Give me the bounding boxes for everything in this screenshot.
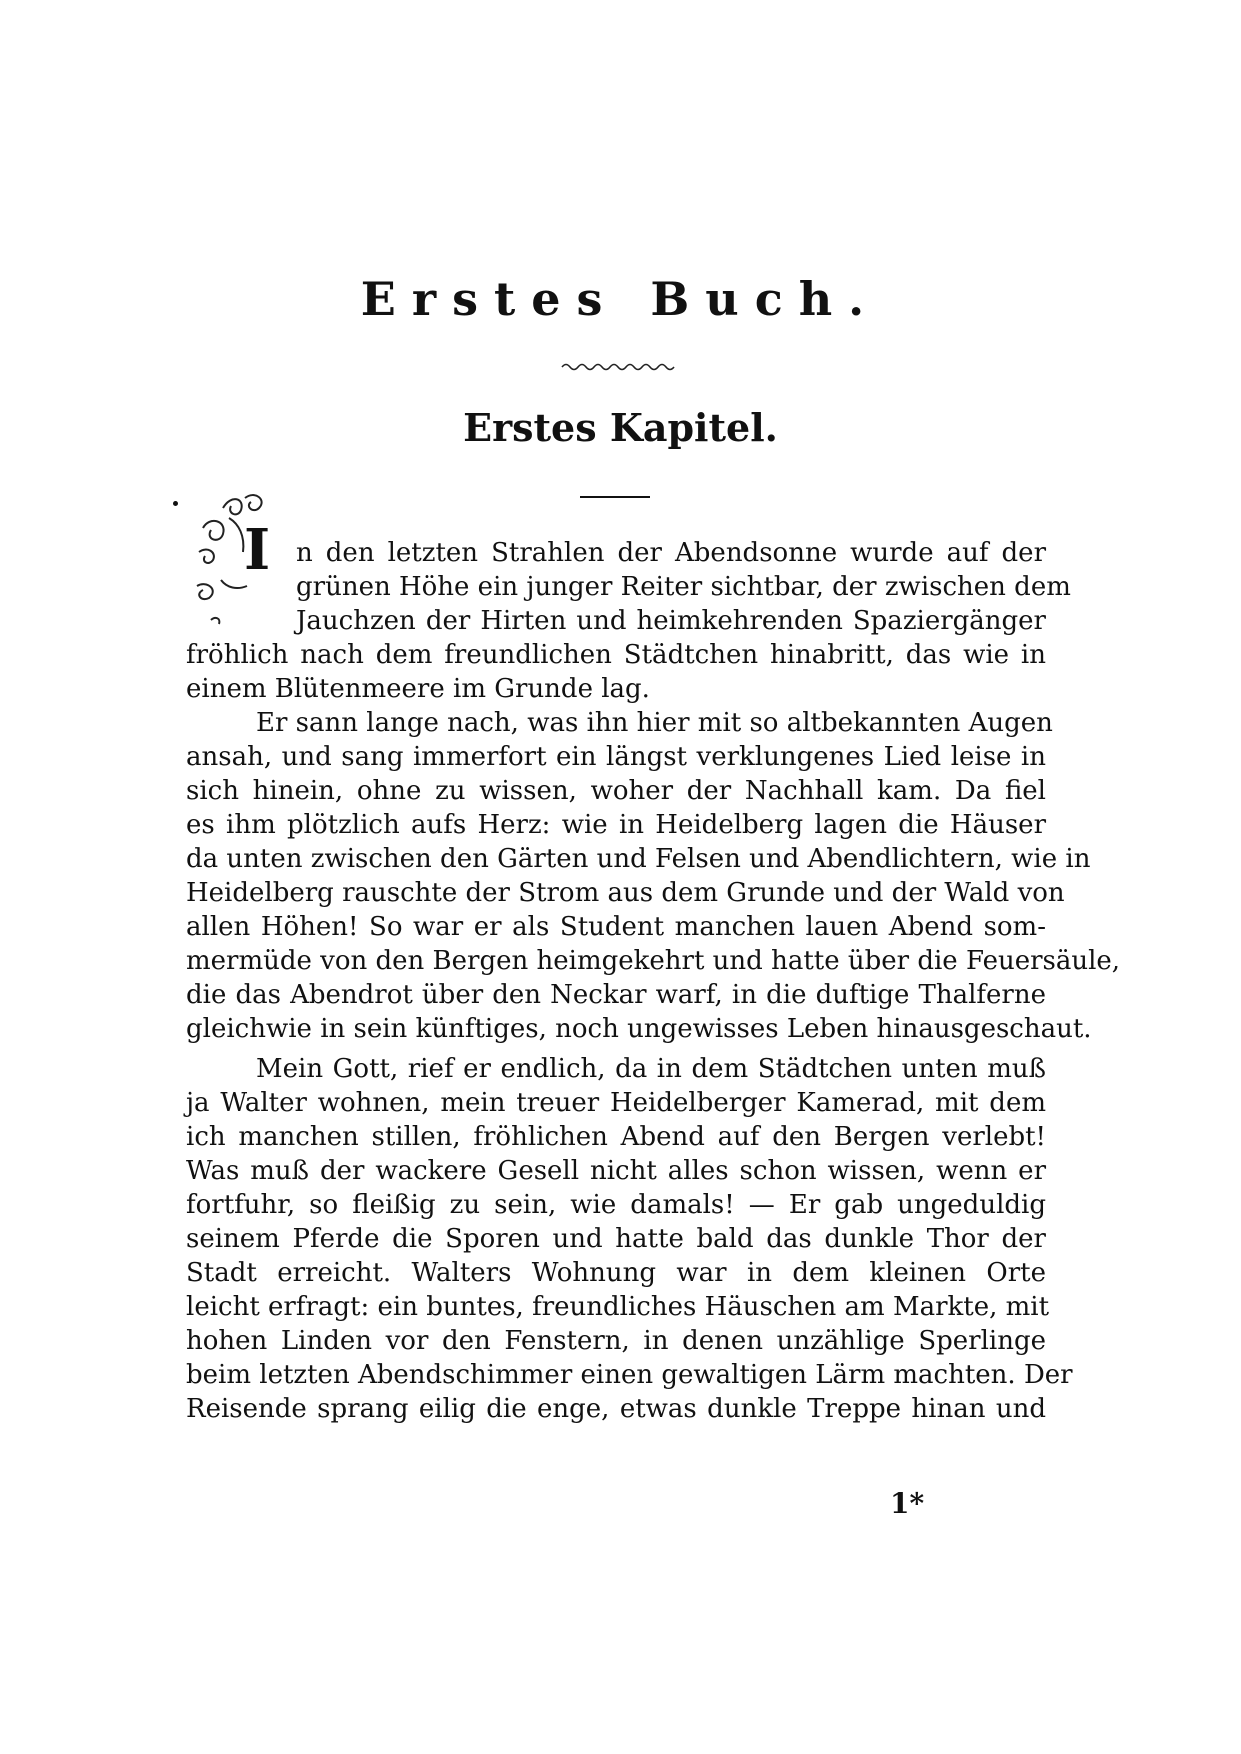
margin-dot [173, 501, 178, 506]
drop-cap-letter: I [244, 517, 271, 583]
text-line: beim letzten Abendschimmer einen gewaltigen Lärm machten. Der [186, 1360, 1073, 1390]
text-line: Jauchzen der Hirten und heimkehrenden Spaziergänger [296, 606, 1046, 636]
text-line: sich hinein, ohne zu wissen, woher der Nachhall kam. Da fiel [186, 776, 1046, 806]
text-line: Er sann lange nach, was ihn hier mit so altbekannten Augen [256, 708, 1053, 738]
text-line: seinem Pferde die Sporen und hatte bald das dunkle Thor der [186, 1224, 1046, 1254]
text-line: gleichwie in sein künftiges, noch ungewisses Leben hinausgeschaut. [186, 1014, 1092, 1044]
text-line: da unten zwischen den Gärten und Felsen und Abendlichtern, wie in [186, 844, 1091, 874]
text-line: allen Höhen! So war er als Student manchen lauen Abend som- [186, 912, 1046, 942]
text-line: n den letzten Strahlen der Abendsonne wurde auf der [296, 538, 1046, 568]
signature-mark: 1* [890, 1487, 925, 1520]
decorative-initial-flourish [193, 488, 293, 638]
text-line: mermüde von den Bergen heimgekehrt und hatte über die Feuersäule, [186, 946, 1121, 976]
text-line: ich manchen stillen, fröhlichen Abend auf den Bergen verlebt! [186, 1122, 1046, 1152]
title-rule [580, 496, 650, 498]
text-line: fortfuhr, so fleißig zu sein, wie damals! — Er gab ungeduldig [186, 1190, 1046, 1220]
text-line: ansah, und sang immerfort ein längst verklungenes Lied leise in [186, 742, 1046, 772]
wavy-ornament [560, 360, 680, 374]
text-line: es ihm plötzlich aufs Herz: wie in Heidelberg lagen die Häuser [186, 810, 1046, 840]
book-title: Erstes Buch. [360, 272, 881, 326]
text-line: Mein Gott, rief er endlich, da in dem Städtchen unten muß [256, 1054, 1046, 1084]
text-line: Was muß der wackere Gesell nicht alles schon wissen, wenn er [186, 1156, 1046, 1186]
text-line: Stadt erreicht. Walters Wohnung war in dem kleinen Orte [186, 1258, 1046, 1288]
text-line: die das Abendrot über den Neckar warf, in die duftige Thalferne [186, 980, 1046, 1010]
text-line: Heidelberg rauschte der Strom aus dem Grunde und der Wald von [186, 878, 1065, 908]
text-line: Reisende sprang eilig die enge, etwas dunkle Treppe hinan und [186, 1394, 1046, 1424]
text-line: ja Walter wohnen, mein treuer Heidelberger Kamerad, mit dem [186, 1088, 1046, 1118]
text-line: hohen Linden vor den Fenstern, in denen unzählige Sperlinge [186, 1326, 1046, 1356]
text-line: grünen Höhe ein junger Reiter sichtbar, der zwischen dem [296, 572, 1071, 602]
text-line: leicht erfragt: ein buntes, freundliches Häuschen am Markte, mit [186, 1292, 1050, 1322]
text-line: einem Blütenmeere im Grunde lag. [186, 674, 650, 704]
chapter-title: Erstes Kapitel. [463, 405, 778, 450]
text-line: fröhlich nach dem freundlichen Städtchen hinabritt, das wie in [186, 640, 1046, 670]
